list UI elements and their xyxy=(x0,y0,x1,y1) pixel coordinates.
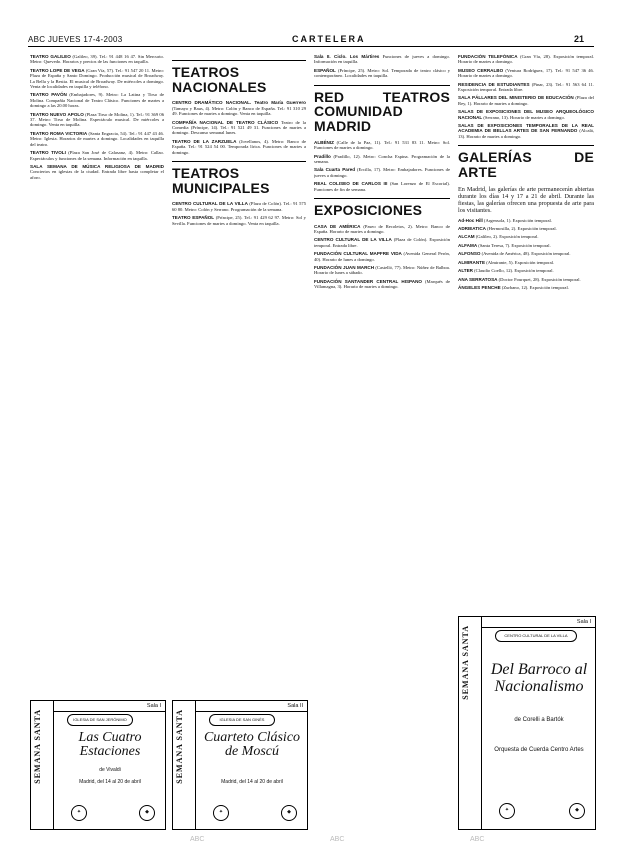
ad-title: Las Cuatro Estaciones xyxy=(78,730,142,759)
column-1 xyxy=(30,54,164,694)
listing-item: CENTRO CULTURAL DE LA VILLA (Plaza de Colón). Tel.: 91 575 60 80. Metro: Colón y Serrano. Programación de la semana. xyxy=(172,201,306,212)
listing-item: ALCAM (Galileo, 2). Exposición temporal. xyxy=(458,234,539,240)
listing-item: ANA SERRATOSA (Doctor Fourquet, 28). Exposición temporal. xyxy=(458,276,581,282)
listing-item: Ad-Hoc Hill (Argensola, 1). Exposición temporal. xyxy=(458,217,552,223)
heading-exposiciones: EXPOSICIONES xyxy=(314,201,423,218)
listing-item: ALBÉNIZ (Calle de la Paz, 11). Tel.: 91 531 83 11. Metro: Sol. Funciones de martes a domingo. xyxy=(314,139,450,151)
listing-item: TEATRO PAVÓN (Embajadores, 9). Metro: La Latina y Tirso de Molina. Compañía Nacional de Teatro Clásico. Funciones de martes a domingo a las 20.00 horas. xyxy=(30,92,164,109)
ad-venue-label: Sala I xyxy=(53,701,165,712)
ad-details: Orquesta de Cuerda Centro Artes xyxy=(494,747,584,753)
ad-venue-label: Sala I xyxy=(481,617,595,628)
listing-item: RESIDENCIA DE ESTUDIANTES (Pinar, 23). Tel.: 91 563 64 11. Exposición temporal. Entrada libre. xyxy=(458,81,594,93)
sponsor-logo-icon: ◆ xyxy=(569,803,585,819)
listing-item: ADRIEATICA (Hermosilla, 2). Exposición temporal. xyxy=(458,226,557,232)
galerias-intro: En Madrid, las galerías de arte permanecerán abiertas durante los días 14 y 17 a 21 de abril. Durante las fiestas, las galerías ofrecen una propuesta de arte para los visitantes. xyxy=(458,185,594,214)
section-title: CARTELERA xyxy=(292,34,366,44)
listing-item: FUNDACIÓN JUAN MARCH (Castelló, 77). Metro: Núñez de Balboa. Horario de lunes a sábado. xyxy=(314,265,450,276)
column-4 xyxy=(458,54,594,654)
ad-venue-label: Sala II xyxy=(195,701,307,712)
column-3 xyxy=(314,54,450,814)
listing-item: Pradillo (Pradillo, 12). Metro: Concha Espina. Programación de la semana. xyxy=(314,153,450,164)
divider xyxy=(314,85,450,86)
sponsor-logo-icon: ◆ xyxy=(281,805,297,821)
listing-item: FUNDACIÓN SANTANDER CENTRAL HISPANO (Marqués de Villamagna, 3). Horario de martes a domingo. xyxy=(314,278,450,290)
heading-teatros-municipales: TEATROS MUNICIPALES xyxy=(172,165,270,196)
listing-item: CENTRO CULTURAL DE LA VILLA (Plaza de Colón). Exposición temporal. Entrada libre. xyxy=(314,237,450,248)
concert-ad-right xyxy=(458,616,596,830)
listing-item: TEATRO GALILEO (Galileo, 39). Tel.: 91 448 16 47. Sin Mercurio. Metro: Quevedo. Horarios y precios de las funciones en taquilla. xyxy=(30,54,164,65)
listing-item: MUSEO CERRALBO (Ventura Rodríguez, 17). Tel.: 91 547 36 46. Horario de martes a domingo. xyxy=(458,67,594,79)
listing-item: ALFAMA (Santa Teresa, 7). Exposición temporal. xyxy=(458,242,551,248)
ad-details: Madrid, del 14 al 20 de abril xyxy=(79,779,141,785)
listing-item: TEATRO TIVOLI (Plaza San José de Calasanz, 4). Metro: Callao. Espectáculos y funciones de la semana. Información en taquilla. xyxy=(30,150,164,161)
listing-item: ESPAÑOL (Príncipe, 25). Metro: Sol. Temporada de teatro clásico y contemporáneo. Localidades en taquilla. xyxy=(314,67,450,79)
listing-item: TEATRO NUEVO APOLO (Plaza Tirso de Molina, 1). Tel.: 91 369 06 37. Metro: Tirso de Molina. Espectáculo musical. De miércoles a domingo. Venta en taquilla. xyxy=(30,111,164,128)
concert-ad-middle xyxy=(172,700,308,830)
watermark: ABC xyxy=(190,836,205,843)
sponsor-logo-icon: ✦ xyxy=(71,805,87,821)
ad-title: Cuarteto Clásico de Moscú xyxy=(203,730,301,759)
watermark: ABC xyxy=(470,836,485,843)
sponsor-logo-icon: ◆ xyxy=(139,805,155,821)
sponsor-logo-icon: ✦ xyxy=(213,805,229,821)
ad-side-strip: SEMANA SANTA xyxy=(459,617,482,829)
ad-pill-label: IGLESIA DE SAN GINÉS xyxy=(209,714,275,726)
listing-item: SALA PÁLLARES DEL MINISTERIO DE EDUCACIÓN (Plaza del Rey, 1). Horario de martes a domingo. xyxy=(458,95,594,106)
listing-item: SALAS DE EXPOSICIONES DEL MUSEO ARQUEOLÓGICO NACIONAL (Serrano, 13). Horario de martes a domingo. xyxy=(458,109,594,120)
ad-title: Del Barroco al Nacionalismo xyxy=(490,661,588,695)
ad-side-strip: SEMANA SANTA xyxy=(31,701,54,829)
heading-teatros-nacionales: TEATROS NACIONALES xyxy=(172,64,267,95)
concert-ad-left xyxy=(30,700,166,830)
listing-item: CENTRO DRAMÁTICO NACIONAL. Teatro María Guerrero (Tamayo y Baus, 4). Metro: Colón y Banco de España. Tel.: 91 310 29 49. Funciones de martes a domingo. Venta en taquilla. xyxy=(172,100,306,117)
listing-item: ALMIRANTE (Almirante, 5). Exposición temporal. xyxy=(458,259,555,265)
ad-pill-label: CENTRO CULTURAL DE LA VILLA xyxy=(495,630,577,642)
issue-date: ABC JUEVES 17-4-2003 xyxy=(28,35,123,44)
divider xyxy=(172,60,306,61)
sponsor-logo-icon: ✦ xyxy=(499,803,515,819)
listing-item: CASA DE AMÉRICA (Paseo de Recoletos, 2). Metro: Banco de España. Horario de martes a domingo. xyxy=(314,223,450,235)
listing-item: FUNDACIÓN TELEFÓNICA (Gran Vía, 28). Exposición temporal. Horario de martes a domingo. xyxy=(458,54,594,65)
heading-red-teatros: RED TEATROS COMUNIDAD MADRID xyxy=(314,88,450,134)
ad-subtitle: de Vivaldi xyxy=(99,767,121,773)
ad-pill-label: IGLESIA DE SAN JERÓNIMO xyxy=(67,714,133,726)
listing-item: Sala II. Ciclo. Los Mártires Funciones de jueves a domingo. Información en taquilla. xyxy=(314,54,450,65)
listing-item: ALFONSO (Avenida de América, 48). Exposición temporal. xyxy=(458,251,571,257)
listing-item: TEATRO DE LA ZARZUELA (Jovellanos, 4). Metro: Banco de España. Tel.: 91 524 54 00. Temporada lírica. Funciones de martes a domingo. xyxy=(172,138,306,155)
page-number: 21 xyxy=(573,34,584,44)
listing-item: Sala Cuarta Pared (Ercilla, 17). Metro: Embajadores. Funciones de jueves a domingo. xyxy=(314,167,450,178)
listing-item: TEATRO ROMA VICTORIA (Santa Engracia, 54). Tel.: 91 447 43 46. Metro: Iglesia. Horarios de martes a domingo. Localidades en taquilla del teatro. xyxy=(30,130,164,147)
divider xyxy=(314,198,450,199)
divider xyxy=(172,161,306,162)
listing-item: ÁNGELES PENCHE (Zurbano, 12). Exposición temporal. xyxy=(458,284,569,290)
ad-details: Madrid, del 14 al 20 de abril xyxy=(221,779,283,785)
listing-item: TEATRO ESPAÑOL (Príncipe, 25). Tel.: 91 429 62 97. Metro: Sol y Sevilla. Funciones de martes a domingo. Venta en taquilla. xyxy=(172,215,306,226)
listing-item: TEATRO LOPE DE VEGA (Gran Vía, 57). Tel.: 91 547 20 11. Metro: Plaza de España y Santo Domingo. Producción musical de Broadway. La Bella y la Bestia. El musical de Broadway. De miércoles a domingo. Venta de localidades en taquilla y teléfono. xyxy=(30,67,164,90)
watermark: ABC xyxy=(330,836,345,843)
listing-item: SALAS DE EXPOSICIONES TEMPORALES DE LA REAL ACADEMIA DE BELLAS ARTES DE SAN FERNANDO (Alcalá, 13). Horario de martes a domingo. xyxy=(458,123,594,139)
heading-galerias: GALERÍAS DE ARTE xyxy=(458,149,594,180)
divider xyxy=(458,145,594,146)
ad-side-strip: SEMANA SANTA xyxy=(173,701,196,829)
page-header xyxy=(28,34,594,47)
listing-item: REAL COLISEO DE CARLOS III (San Lorenzo de El Escorial). Funciones de fin de semana. xyxy=(314,181,450,192)
listing-item: FUNDACIÓN CULTURAL MAPFRE VIDA (Avenida General Perón, 40). Horario de lunes a domingo. xyxy=(314,251,450,262)
ad-subtitle: de Corelli a Bartók xyxy=(514,717,564,723)
listing-item: SALA SEMANA DE MÚSICA RELIGIOSA DE MADRID Conciertos en iglesias de la ciudad. Entrada libre hasta completar el aforo. xyxy=(30,163,164,180)
listing-item: COMPAÑÍA NACIONAL DE TEATRO CLÁSICO Teatro de la Comedia (Príncipe, 14). Tel.: 91 521 49 31. Funciones de martes a domingo. Descanso semanal lunes. xyxy=(172,119,306,136)
listing-item: ALTER (Claudio Coello, 12). Exposición temporal. xyxy=(458,268,554,274)
